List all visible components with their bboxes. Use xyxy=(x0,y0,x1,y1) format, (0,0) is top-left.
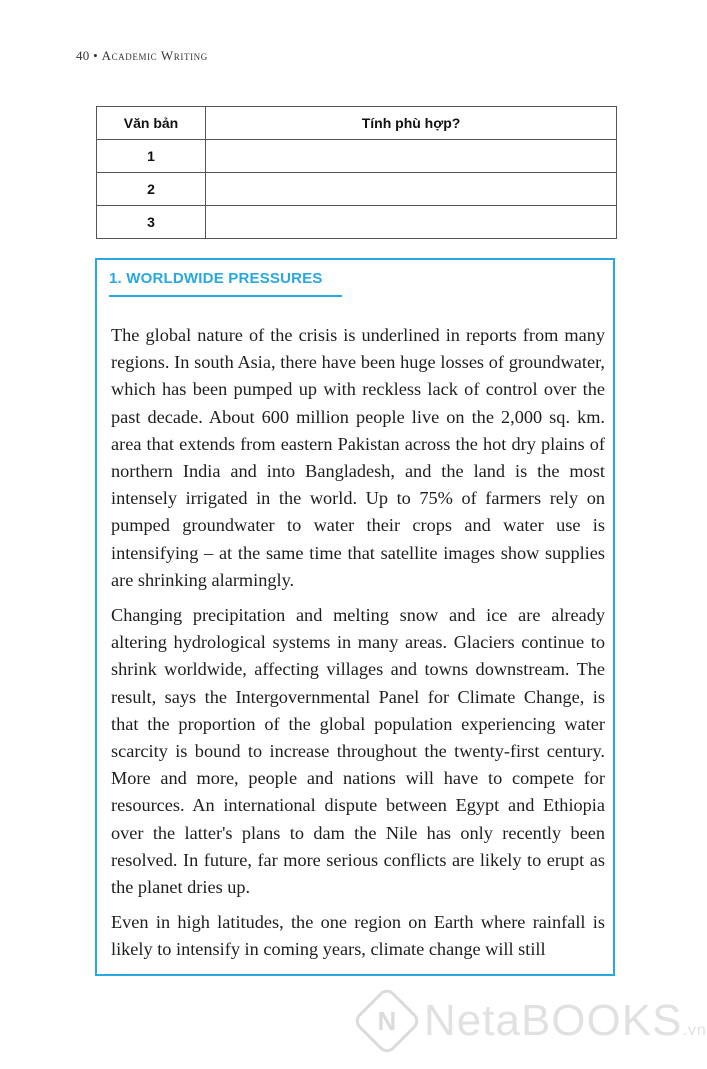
table-row xyxy=(97,140,617,173)
watermark xyxy=(362,996,707,1046)
page-number: 40 xyxy=(76,48,90,63)
watermark-tld: .vn xyxy=(682,1022,707,1039)
answer-cell xyxy=(206,140,617,173)
book-title: Academic Writing xyxy=(101,48,208,63)
column-header-text: Văn bản xyxy=(97,107,206,140)
row-number: 1 xyxy=(97,140,206,173)
suitability-table xyxy=(96,106,617,239)
paragraph: The global nature of the crisis is underlined in reports from many regions. In south Asia, there have been huge losses of groundwater, which has been pumped up with reckless lack of control over the past decade. About 600 million people live on the 2,000 sq. km. area that extends from eastern Pakistan across the hot dry plains of northern India and into Bangladesh, and the land is the most intensely irrigated in the world. Up to 75% of farmers rely on pumped groundwater to water their crops and water use is intensifying – at the same time that satellite images show supplies are shrinking alarmingly. xyxy=(111,325,605,590)
row-number: 3 xyxy=(97,206,206,239)
netabooks-logo-icon xyxy=(352,986,423,1057)
table-row xyxy=(97,206,617,239)
answer-cell xyxy=(206,206,617,239)
running-head xyxy=(76,48,208,64)
watermark-text xyxy=(424,996,707,1046)
paragraph: Changing precipitation and melting snow and ice are already altering hydrological systems in many areas. Glaciers continue to shrink worldwide, affecting villages and towns downstream. The result, says the Intergovernmental Panel for Climate Change, is that the proportion of the global population experiencing water scarcity is bound to increase throughout the twenty-first century. More and more, people and nations will have to compete for resources. An international dispute between Egypt and Ethiopia over the latter's plans to dam the Nile has only recently been resolved. In future, far more serious conflicts are likely to erupt as the planet dries up. xyxy=(111,605,605,898)
table-row xyxy=(97,173,617,206)
reading-text-box xyxy=(95,258,615,976)
table-header-row xyxy=(97,107,617,140)
box-title: 1. WORLDWIDE PRESSURES xyxy=(109,270,342,297)
bullet: • xyxy=(93,48,99,63)
answer-cell xyxy=(206,173,617,206)
row-number: 2 xyxy=(97,173,206,206)
watermark-brand: NetaBOOKS xyxy=(424,996,683,1045)
box-body xyxy=(111,322,605,972)
logo-letter: N xyxy=(377,1005,397,1036)
column-header-suitability: Tính phù hợp? xyxy=(206,107,617,140)
paragraph: Even in high latitudes, the one region on Earth where rainfall is likely to intensify in coming years, climate change will still xyxy=(111,912,605,960)
